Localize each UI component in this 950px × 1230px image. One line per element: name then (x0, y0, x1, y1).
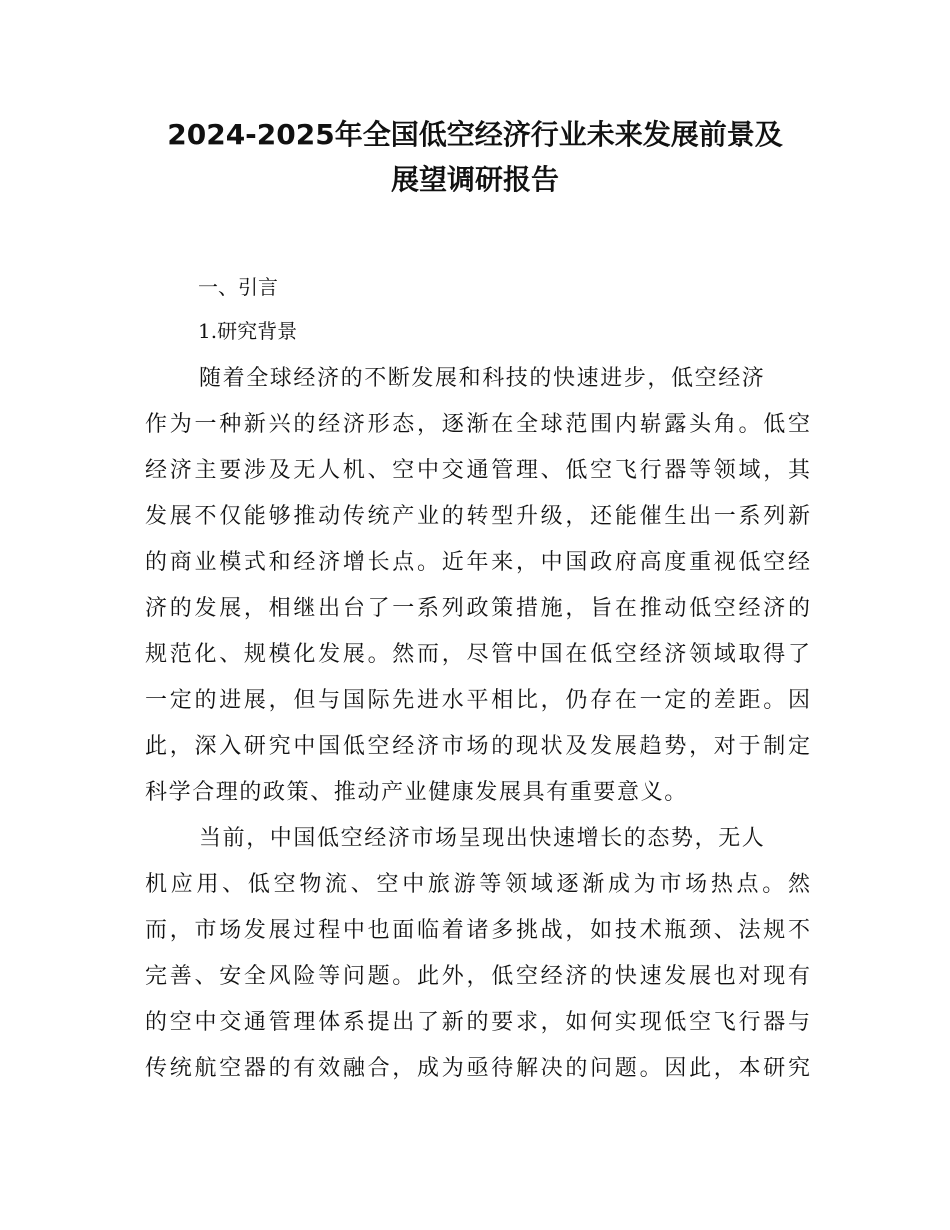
paragraph-1-line: 济的发展，相继出台了一系列政策措施，旨在推动低空经济的 (145, 596, 810, 621)
paragraph-1-line: 科学合理的政策、推动产业健康发展具有重要意义。 (145, 780, 688, 805)
paragraph-1-line: 规范化、规模化发展。然而，尽管中国在低空经济领域取得了 (145, 642, 810, 667)
paragraph-1-line: 一定的进展，但与国际先进水平相比，仍存在一定的差距。因 (145, 688, 810, 713)
paragraph-1-line: 发展不仅能够推动传统产业的转型升级，还能催生出一系列新 (145, 504, 810, 529)
paragraph-1-line: 随着全球经济的不断发展和科技的快速进步，低空经济 (199, 366, 766, 391)
paragraph-2-line: 完善、安全风险等问题。此外，低空经济的快速发展也对现有 (145, 964, 810, 989)
paragraph-1-line: 的商业模式和经济增长点。近年来，中国政府高度重视低空经 (145, 550, 810, 575)
document-title-line-2: 展望调研报告 (390, 163, 559, 196)
section-heading: 一、引言 (198, 275, 278, 299)
document-title-line-1: 2024-2025年全国低空经济行业未来发展前景及 (167, 118, 783, 151)
paragraph-2-line: 当前，中国低空经济市场呈现出快速增长的态势，无人 (199, 826, 766, 851)
paragraph-1-line: 经济主要涉及无人机、空中交通管理、低空飞行器等领域，其 (145, 458, 810, 483)
subsection-heading: 1.研究背景 (198, 319, 298, 343)
paragraph-2-line: 而，市场发展过程中也面临着诸多挑战，如技术瓶颈、法规不 (145, 918, 810, 943)
paragraph-1-line: 作为一种新兴的经济形态，逐渐在全球范围内崭露头角。低空 (145, 412, 810, 437)
paragraph-2-line: 机应用、低空物流、空中旅游等领域逐渐成为市场热点。然 (145, 872, 810, 897)
paragraph-1-line: 此，深入研究中国低空经济市场的现状及发展趋势，对于制定 (145, 734, 810, 759)
paragraph-2-line: 传统航空器的有效融合，成为亟待解决的问题。因此，本研究 (145, 1056, 810, 1081)
paragraph-2-line: 的空中交通管理体系提出了新的要求，如何实现低空飞行器与 (145, 1010, 810, 1035)
document-title (100, 112, 850, 202)
